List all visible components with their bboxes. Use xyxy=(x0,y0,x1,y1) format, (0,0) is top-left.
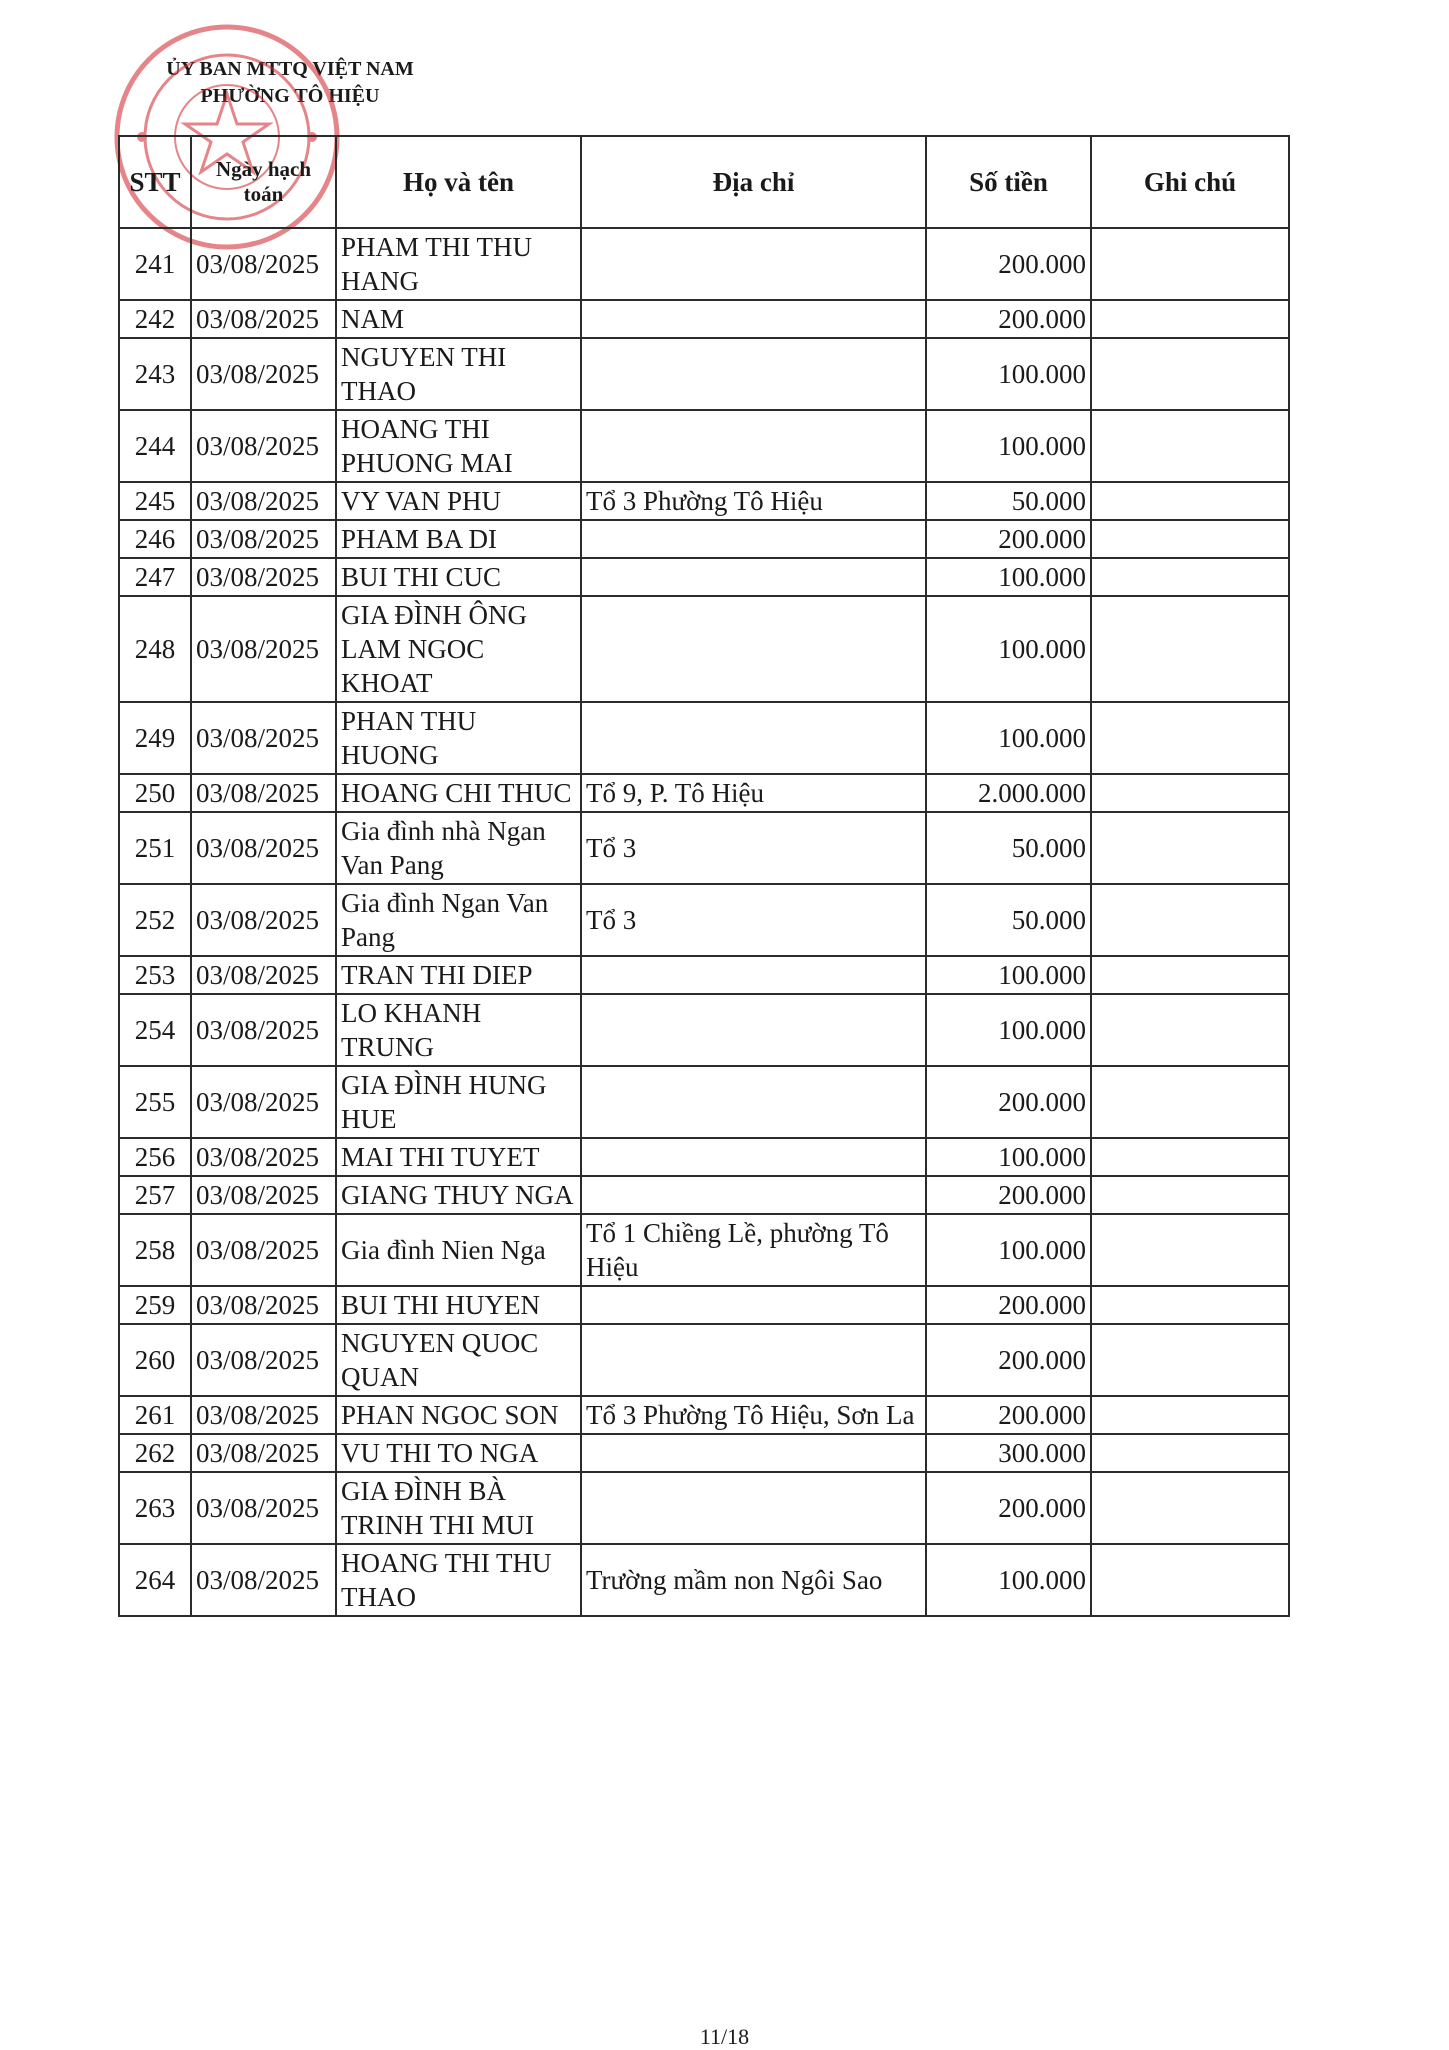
table-row xyxy=(119,300,1289,338)
cell-stt: 264 xyxy=(119,1544,191,1616)
cell-note xyxy=(1091,1214,1289,1286)
cell-address xyxy=(581,994,926,1066)
cell-name: PHAN NGOC SON xyxy=(336,1396,581,1434)
cell-amount: 100.000 xyxy=(926,994,1091,1066)
table-row xyxy=(119,520,1289,558)
cell-stt: 247 xyxy=(119,558,191,596)
cell-address: Tổ 3 xyxy=(581,884,926,956)
cell-date: 03/08/2025 xyxy=(191,812,336,884)
cell-name: Gia đình Nien Nga xyxy=(336,1214,581,1286)
cell-address xyxy=(581,1434,926,1472)
cell-note xyxy=(1091,482,1289,520)
cell-name: HOANG THI THU THAO xyxy=(336,1544,581,1616)
cell-stt: 256 xyxy=(119,1138,191,1176)
cell-amount: 200.000 xyxy=(926,1396,1091,1434)
cell-stt: 253 xyxy=(119,956,191,994)
cell-name: HOANG THI PHUONG MAI xyxy=(336,410,581,482)
cell-amount: 100.000 xyxy=(926,956,1091,994)
cell-amount: 200.000 xyxy=(926,1176,1091,1214)
cell-address xyxy=(581,228,926,300)
cell-note xyxy=(1091,774,1289,812)
cell-note xyxy=(1091,228,1289,300)
cell-date: 03/08/2025 xyxy=(191,520,336,558)
table-row xyxy=(119,558,1289,596)
org-name: ỦY BAN MTTQ VIỆT NAM xyxy=(166,58,414,80)
cell-amount: 200.000 xyxy=(926,1286,1091,1324)
table-row xyxy=(119,774,1289,812)
cell-date: 03/08/2025 xyxy=(191,338,336,410)
table-row xyxy=(119,1286,1289,1324)
table-row xyxy=(119,1066,1289,1138)
cell-note xyxy=(1091,956,1289,994)
cell-note xyxy=(1091,1176,1289,1214)
table-row xyxy=(119,1472,1289,1544)
cell-amount: 300.000 xyxy=(926,1434,1091,1472)
column-header-address: Địa chỉ xyxy=(581,136,926,228)
cell-amount: 100.000 xyxy=(926,1544,1091,1616)
table-row xyxy=(119,1434,1289,1472)
cell-name: BUI THI HUYEN xyxy=(336,1286,581,1324)
cell-note xyxy=(1091,1138,1289,1176)
cell-amount: 100.000 xyxy=(926,558,1091,596)
cell-date: 03/08/2025 xyxy=(191,1286,336,1324)
cell-date: 03/08/2025 xyxy=(191,1176,336,1214)
table-row xyxy=(119,812,1289,884)
cell-note xyxy=(1091,1286,1289,1324)
cell-stt: 251 xyxy=(119,812,191,884)
column-header-stt: STT xyxy=(119,136,191,228)
table-row xyxy=(119,1324,1289,1396)
cell-name: NGUYEN QUOC QUAN xyxy=(336,1324,581,1396)
cell-note xyxy=(1091,1324,1289,1396)
cell-stt: 258 xyxy=(119,1214,191,1286)
cell-amount: 200.000 xyxy=(926,1324,1091,1396)
cell-address xyxy=(581,410,926,482)
table-row xyxy=(119,1396,1289,1434)
cell-date: 03/08/2025 xyxy=(191,1396,336,1434)
table-row xyxy=(119,956,1289,994)
cell-note xyxy=(1091,558,1289,596)
cell-note xyxy=(1091,596,1289,702)
cell-date: 03/08/2025 xyxy=(191,558,336,596)
cell-address xyxy=(581,1324,926,1396)
cell-stt: 244 xyxy=(119,410,191,482)
cell-date: 03/08/2025 xyxy=(191,702,336,774)
cell-name: Gia đình Ngan Van Pang xyxy=(336,884,581,956)
table-row xyxy=(119,702,1289,774)
cell-address: Tổ 3 xyxy=(581,812,926,884)
cell-stt: 249 xyxy=(119,702,191,774)
cell-name: GIA ĐÌNH BÀ TRINH THI MUI xyxy=(336,1472,581,1544)
cell-date: 03/08/2025 xyxy=(191,1138,336,1176)
cell-address: Tổ 3 Phường Tô Hiệu xyxy=(581,482,926,520)
cell-address xyxy=(581,956,926,994)
cell-name: VU THI TO NGA xyxy=(336,1434,581,1472)
cell-name: MAI THI TUYET xyxy=(336,1138,581,1176)
cell-date: 03/08/2025 xyxy=(191,1434,336,1472)
ward-name: PHƯỜNG TÔ HIỆU xyxy=(200,85,380,107)
cell-date: 03/08/2025 xyxy=(191,1214,336,1286)
cell-note xyxy=(1091,702,1289,774)
cell-date: 03/08/2025 xyxy=(191,884,336,956)
cell-amount: 100.000 xyxy=(926,702,1091,774)
cell-name: BUI THI CUC xyxy=(336,558,581,596)
cell-name: LO KHANH TRUNG xyxy=(336,994,581,1066)
cell-note xyxy=(1091,410,1289,482)
donation-table xyxy=(118,135,1290,1617)
cell-stt: 246 xyxy=(119,520,191,558)
cell-stt: 255 xyxy=(119,1066,191,1138)
cell-name: PHAM THI THU HANG xyxy=(336,228,581,300)
cell-stt: 254 xyxy=(119,994,191,1066)
cell-name: NAM xyxy=(336,300,581,338)
table-body xyxy=(119,228,1289,1616)
cell-note xyxy=(1091,300,1289,338)
cell-amount: 200.000 xyxy=(926,228,1091,300)
cell-amount: 200.000 xyxy=(926,300,1091,338)
cell-note xyxy=(1091,1472,1289,1544)
table-row xyxy=(119,884,1289,956)
cell-stt: 245 xyxy=(119,482,191,520)
cell-date: 03/08/2025 xyxy=(191,300,336,338)
cell-stt: 261 xyxy=(119,1396,191,1434)
table-row xyxy=(119,1214,1289,1286)
cell-address xyxy=(581,1176,926,1214)
cell-address xyxy=(581,1472,926,1544)
cell-date: 03/08/2025 xyxy=(191,1544,336,1616)
cell-amount: 50.000 xyxy=(926,884,1091,956)
table-header-row xyxy=(119,136,1289,228)
cell-amount: 200.000 xyxy=(926,520,1091,558)
table-row xyxy=(119,994,1289,1066)
cell-note xyxy=(1091,520,1289,558)
cell-date: 03/08/2025 xyxy=(191,1066,336,1138)
cell-stt: 242 xyxy=(119,300,191,338)
cell-note xyxy=(1091,338,1289,410)
cell-address xyxy=(581,520,926,558)
cell-address xyxy=(581,1138,926,1176)
cell-note xyxy=(1091,1434,1289,1472)
cell-address xyxy=(581,1286,926,1324)
cell-amount: 100.000 xyxy=(926,1214,1091,1286)
cell-address xyxy=(581,338,926,410)
page-number: 11/18 xyxy=(699,2024,750,2049)
cell-amount: 100.000 xyxy=(926,338,1091,410)
cell-date: 03/08/2025 xyxy=(191,994,336,1066)
cell-amount: 50.000 xyxy=(926,812,1091,884)
cell-note xyxy=(1091,812,1289,884)
cell-stt: 263 xyxy=(119,1472,191,1544)
table-row xyxy=(119,596,1289,702)
cell-amount: 50.000 xyxy=(926,482,1091,520)
table-row xyxy=(119,410,1289,482)
cell-stt: 252 xyxy=(119,884,191,956)
cell-address xyxy=(581,596,926,702)
column-header-amount: Số tiền xyxy=(926,136,1091,228)
cell-date: 03/08/2025 xyxy=(191,774,336,812)
cell-date: 03/08/2025 xyxy=(191,228,336,300)
cell-name: GIA ĐÌNH HUNG HUE xyxy=(336,1066,581,1138)
cell-date: 03/08/2025 xyxy=(191,482,336,520)
cell-date: 03/08/2025 xyxy=(191,1324,336,1396)
cell-stt: 248 xyxy=(119,596,191,702)
cell-stt: 257 xyxy=(119,1176,191,1214)
cell-address xyxy=(581,300,926,338)
cell-note xyxy=(1091,1396,1289,1434)
cell-address: Tổ 1 Chiềng Lề, phường Tô Hiệu xyxy=(581,1214,926,1286)
cell-note xyxy=(1091,994,1289,1066)
column-header-name: Họ và tên xyxy=(336,136,581,228)
cell-name: NGUYEN THI THAO xyxy=(336,338,581,410)
cell-address xyxy=(581,702,926,774)
cell-date: 03/08/2025 xyxy=(191,596,336,702)
table-row xyxy=(119,228,1289,300)
column-header-date: Ngày hạch toán xyxy=(191,136,336,228)
table-row xyxy=(119,1176,1289,1214)
cell-name: HOANG CHI THUC xyxy=(336,774,581,812)
cell-amount: 200.000 xyxy=(926,1066,1091,1138)
table-row xyxy=(119,1138,1289,1176)
cell-address xyxy=(581,1066,926,1138)
cell-note xyxy=(1091,884,1289,956)
table-row xyxy=(119,338,1289,410)
cell-amount: 100.000 xyxy=(926,410,1091,482)
cell-name: GIANG THUY NGA xyxy=(336,1176,581,1214)
cell-note xyxy=(1091,1066,1289,1138)
cell-date: 03/08/2025 xyxy=(191,1472,336,1544)
cell-name: PHAM BA DI xyxy=(336,520,581,558)
cell-amount: 100.000 xyxy=(926,1138,1091,1176)
column-header-note: Ghi chú xyxy=(1091,136,1289,228)
cell-address: Trường mầm non Ngôi Sao xyxy=(581,1544,926,1616)
cell-stt: 241 xyxy=(119,228,191,300)
table-row xyxy=(119,1544,1289,1616)
cell-stt: 262 xyxy=(119,1434,191,1472)
cell-address: Tổ 3 Phường Tô Hiệu, Sơn La xyxy=(581,1396,926,1434)
cell-stt: 259 xyxy=(119,1286,191,1324)
cell-name: GIA ĐÌNH ÔNG LAM NGOC KHOAT xyxy=(336,596,581,702)
table-row xyxy=(119,482,1289,520)
cell-stt: 260 xyxy=(119,1324,191,1396)
cell-date: 03/08/2025 xyxy=(191,956,336,994)
cell-address: Tổ 9, P. Tô Hiệu xyxy=(581,774,926,812)
cell-amount: 100.000 xyxy=(926,596,1091,702)
cell-name: PHAN THU HUONG xyxy=(336,702,581,774)
cell-name: TRAN THI DIEP xyxy=(336,956,581,994)
cell-address xyxy=(581,558,926,596)
cell-name: VY VAN PHU xyxy=(336,482,581,520)
cell-amount: 2.000.000 xyxy=(926,774,1091,812)
cell-amount: 200.000 xyxy=(926,1472,1091,1544)
cell-stt: 243 xyxy=(119,338,191,410)
cell-stt: 250 xyxy=(119,774,191,812)
cell-name: Gia đình nhà Ngan Van Pang xyxy=(336,812,581,884)
cell-date: 03/08/2025 xyxy=(191,410,336,482)
cell-note xyxy=(1091,1544,1289,1616)
